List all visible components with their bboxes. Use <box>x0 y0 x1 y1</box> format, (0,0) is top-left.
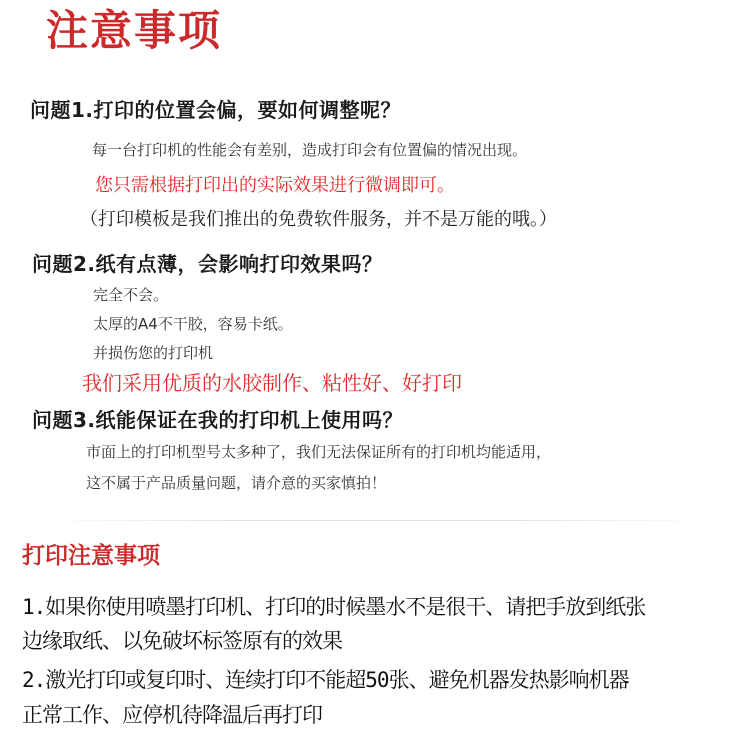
print-notes-title: 打印注意事项 <box>22 543 160 569</box>
print-note-line-4: 正常工作、应停机待降温后再打印 <box>22 703 322 727</box>
section-divider <box>40 520 710 521</box>
print-note-line-2: 边缘取纸、以免破坏标签原有的效果 <box>22 629 342 653</box>
question-2-answer-line-3: 并损伤您的打印机 <box>93 344 214 362</box>
question-2-heading: 问题2.纸有点薄，会影响打印效果吗？ <box>32 252 383 276</box>
question-1-answer-note: （打印模板是我们推出的免费软件服务，并不是万能的哦。） <box>80 209 557 230</box>
question-2-answer-highlight: 我们采用优质的水胶制作、粘性好、好打印 <box>82 371 462 395</box>
question-3-heading: 问题3.纸能保证在我的打印机上使用吗？ <box>32 408 404 432</box>
question-3-answer-line-2: 这不属于产品质量问题，请介意的买家慎拍！ <box>86 474 387 492</box>
question-1-answer-highlight: 您只需根据打印出的实际效果进行微调即可。 <box>95 175 455 196</box>
page-title: 注意事项 <box>46 6 223 55</box>
print-note-line-1: 1.如果你使用喷墨打印机、打印的时候墨水不是很干、请把手放到纸张 <box>22 595 646 619</box>
question-1-answer-line-1: 每一台打印机的性能会有差别，造成打印会有位置偏的情况出现。 <box>92 141 528 159</box>
question-3-answer-line-1: 市面上的打印机型号太多种了，我们无法保证所有的打印机均能适用， <box>86 443 552 461</box>
question-1-heading: 问题1.打印的位置会偏，要如何调整呢？ <box>30 98 402 122</box>
question-2-answer-line-2: 太厚的A4不干胶，容易卡纸。 <box>93 315 293 333</box>
question-2-answer-line-1: 完全不会。 <box>93 286 169 304</box>
print-note-line-3: 2.激光打印或复印时、连续打印不能超50张、避免机器发热影响机器 <box>22 668 629 692</box>
